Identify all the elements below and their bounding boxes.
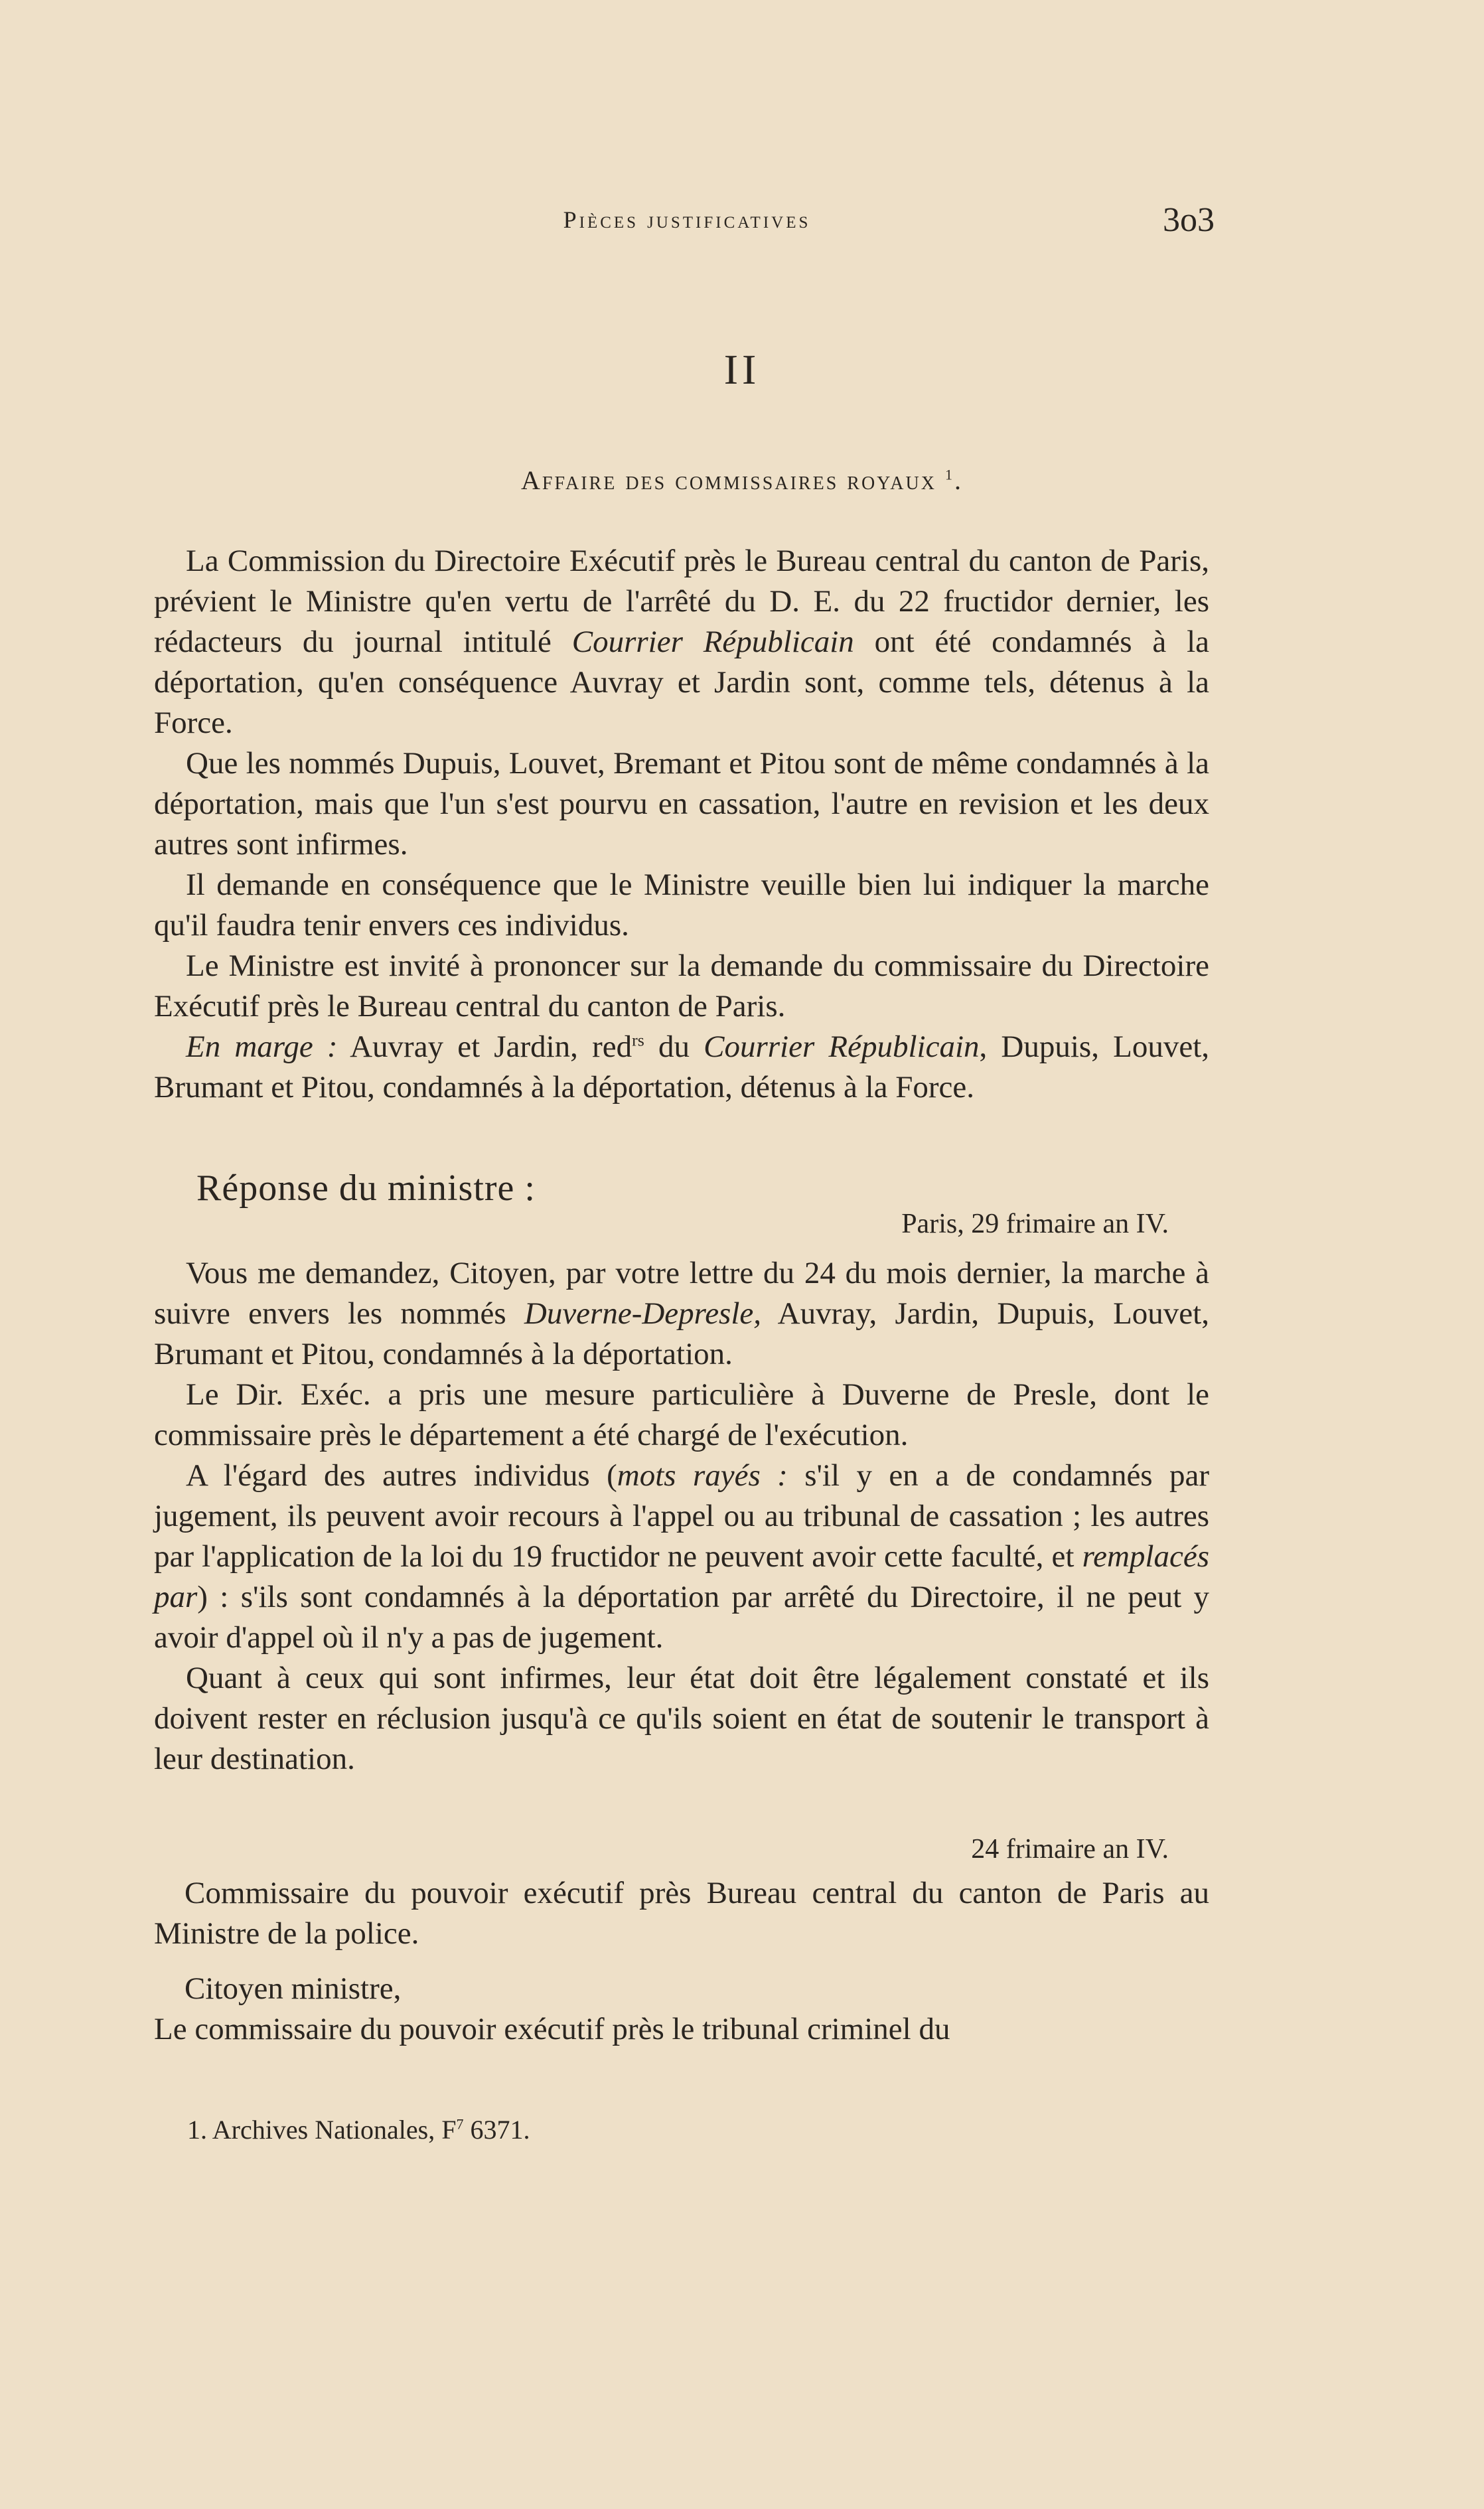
reply-dateline: Paris, 29 frimaire an IV. <box>901 1209 1169 1239</box>
request-summary <box>154 541 1209 1108</box>
section-number: II <box>723 346 761 393</box>
salutation: Citoyen ministre, <box>185 1971 402 2006</box>
paragraph: Le Dir. Exéc. a pris une mesure particulière à Duverne de Presle, dont le commissaire près le département a été chargé de l'exécution. <box>154 1377 1209 1452</box>
letter-dateline: 24 frimaire an IV. <box>971 1834 1169 1864</box>
paragraph: Il demande en conséquence que le Ministre veuille bien lui indiquer la marche qu'il faudra tenir envers ces individus. <box>154 868 1209 943</box>
paragraph: Le commissaire du pouvoir exécutif près le tribunal criminel du <box>154 2012 950 2046</box>
paragraph: Le Ministre est invité à prononcer sur la demande du commissaire du Directoire Exécutif près le Bureau central du canton de Paris. <box>154 949 1209 1024</box>
reply-heading: Réponse du ministre : <box>196 1168 536 1209</box>
paragraph: Que les nommés Dupuis, Louvet, Bremant et Pitou sont de même condamnés à la déportation, mais que l'un s'est pourvu en cassation, l'autre en revision et les deux autres sont infirmes. <box>154 746 1209 862</box>
minister-reply <box>154 1253 1209 1780</box>
footnote-ref: 1 <box>944 466 954 483</box>
section-heading: Affaire des commissaires royaux $^1$. <box>521 465 963 495</box>
paragraph: La Commission du Directoire Exécutif près le Bureau central du canton de Paris, prévient le Ministre qu'en vertu de l'arrêté du D. E. du 22 fructidor dernier, les rédacteurs du journal intitulé Courrier Républicain ont été condamnés à la déportation, qu'en conséquence Auvray et Jardin sont, comme tels, détenus à la Force. <box>154 544 1210 740</box>
page-header <box>159 201 1215 246</box>
marginal-note: En marge : Auvray et Jardin, red$^{rs}$ du Courrier Républicain, Dupuis, Louvet, Brumant et Pitou, condamnés à la déportation, détenus à la Force. <box>154 1029 1210 1104</box>
paragraph: Vous me demandez, Citoyen, par votre lettre du 24 du mois dernier, la marche à suivre envers les nommés Duverne-Depresle, Auvray, Jardin, Dupuis, Louvet, Brumant et Pitou, condamnés à la déportation. <box>154 1256 1209 1371</box>
page-number: 3o3 <box>1163 201 1215 239</box>
paragraph: A l'égard des autres individus (mots rayés : s'il y en a de condamnés par jugement, ils peuvent avoir recours à l'appel ou au tribunal de cassation ; les autres par l'application de la loi du 19 fructidor ne peuvent avoir cette faculté, et remplacés par) : s'ils sont condamnés à la déportation par arrêté du Directoire, il ne peut y avoir d'appel où il n'y a pas de jugement. <box>154 1458 1210 1655</box>
second-letter <box>154 1873 1209 2050</box>
footnote: 1. Archives Nationales, $F^7$ 6371. <box>187 2115 530 2145</box>
paragraph: Commissaire du pouvoir exécutif près Bureau central du canton de Paris au Ministre de la police. <box>154 1876 1209 1951</box>
running-title: Pièces justificatives <box>563 206 811 233</box>
paragraph: Quant à ceux qui sont infirmes, leur état doit être légalement constaté et ils doivent rester en réclusion jusqu'à ce qu'ils soient en état de soutenir le transport à leur destination. <box>154 1661 1209 1776</box>
section-heading-text: Affaire des commissaires royaux <box>521 465 936 495</box>
